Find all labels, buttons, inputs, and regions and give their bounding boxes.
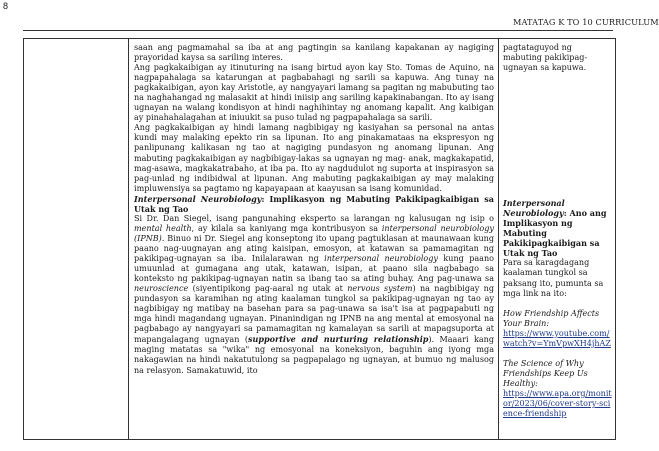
link-url[interactable]: https://www.youtube.com/watch?v=YmVpwXH4jhAZ [503,328,611,348]
section-heading [134,194,494,214]
text-run: , ay kilala sa kaniyang mga kontribusyon sa [191,223,382,233]
text-run: Si Dr. Dan Siegel, isang pangunahing eksperto sa larangan ng kalusugan ng isip o [134,213,494,223]
italic-term: nervous system [347,284,413,294]
heading-text: : Ano ang Implikasyon ng Mabuting Pakikipagkaibigan sa Utak ng Tao [503,208,607,259]
paragraph: Ang pagkakaibigan ay itinuturing na isang birtud ayon kay Sto. Tomas de Aquino, na nagpapahalaga sa katarungan at pagbabahagi ng sarili sa kapuwa. Ang tunay na pagkakaibigan, ayon kay Aristotle, ay nangyayari lamang sa pagitan ng mabubuting tao na naghahangad ng malasakit at hindi iniisip ang sariling kapakinabangan. Ito ay isang ugnayan na walang kondisyon at hindi naghihintay ng anomang kapalit. Ang kaibigan ay pinahahalagahan at iniuukit sa puso tulad ng pagpapahalaga sa sarili. [134,63,494,123]
italic-term: supportive and nurturing relationship [247,334,429,345]
heading-text: : Implikasyon ng Mabuting Pakikipagkaibigan sa Utak ng Tao [134,193,494,214]
spacer [503,73,612,198]
link-title: How Friendship Affects Your Brain: [503,308,600,328]
header-rule [23,30,613,31]
table-row [24,39,616,440]
link[interactable] [503,329,612,349]
italic-term: interpersonal neurobiology (IPNB) [134,223,494,243]
italic-term: neuroscience [134,284,189,294]
text-run: . Binuo ni Dr. Siegel ang konseptong ito upang pagtuklasan at maunawaan kung paano nag-uugnayan ang ating kaisipan, emosyon, at katawan sa pamamagitan ng pakikipag-ugnayan sa iba. Inilalarawan ng [134,233,494,263]
link-url[interactable]: https://www.apa.org/monitor/2023/06/cover-story-science-friendship [503,388,612,419]
notes-heading [503,198,612,258]
page-number: 8 [3,1,9,11]
text-run: kung paano umuunlad at gumagana ang utak, katawan, isipan, at paano sila nagbabago sa konteksto ng pakikipag-ugnayan natin sa ibang tao sa ating buhay. Ang pag-unawa sa [134,253,494,284]
notes-text: pagtataguyod ng mabuting pakikipag-ugnayan sa kapuwa. [503,43,588,73]
notes-intro: Para sa karagdagang kaalaman tungkol sa paksang ito, pumunta sa mga link na ito: [503,258,604,298]
notes-cell [499,39,616,440]
curriculum-table [23,38,616,440]
italic-term: mental health [134,223,192,233]
text-run: ). Maaari kang maging matatas sa "wika" ng emosyonal na koneksiyon, baguhin ang iyong mga nakagawian na hindi nakatutulong sa pagpapalago ng ugnayan, at bumuo ng malusog na relasyon. Samakatuwid, ito [134,335,494,375]
link[interactable] [503,389,612,419]
curriculum-header: MATATAG K TO 10 CURRICULUM [513,17,659,27]
paragraph: Ang pagkakaibigan ay hindi lamang nagbibigay ng kasiyahan sa personal na antas kundi may malaking epekto rin sa lipunan. Ito ang pinakamataas na ekspresyon ng panlipunang kalikasan ng tao at nagiging pundasyon ng anomang lipunan. Ang mabuting pagkakaibigan ay nagbibigay-lakas sa ugnayan ng mag- anak, magkakapatid, mag-asawa, magkakatrabaho, at iba pa. Ito ay nagdudulot ng suporta at inspirasyon sa pag-unlad ng indibidwal at lipunan. Ang mabuting pagkakaibigan ay may malaking impluwensiya sa pagtamo ng kapayapaan at kaayusan sa isang komunidad. [134,123,494,193]
paragraph [134,214,494,376]
text-run: (siyentipikong pag-aaral ng utak at [188,284,348,294]
text-run: ) na nagbibigay ng pundasyon sa karamihan ng ating kaalaman tungkol sa pakikipag-ugnayan ng tao ay nagbibigay ng matibay na basehan para sa pag-unawa sa isa't isa at pagpapabuti ng mga hindi magandang ugnayan. Pinanindigan ng IPNB na ang mental at emosyonal na pagbabago ay nangyayari sa pamamagitan ng kamalayan sa sarili at mapagsuporta at mapangalagang ugnayan ( [134,284,495,345]
paragraph: saan ang pagmamahal sa iba at ang pagtingin sa kanilang kapakanan ay nagiging prayoridad kaysa sa sariling interes. [134,43,494,63]
italic-term: interpersonal neurobiology [324,253,438,263]
empty-column-cell [24,39,129,440]
link-title: The Science of Why Friendships Keep Us Healthy: [503,358,588,388]
heading-italic: Interpersonal Neurobiology [503,198,565,219]
spacer [503,299,612,309]
spacer [503,349,612,359]
heading-italic: Interpersonal Neurobiology [134,193,262,204]
content-cell [129,39,499,440]
